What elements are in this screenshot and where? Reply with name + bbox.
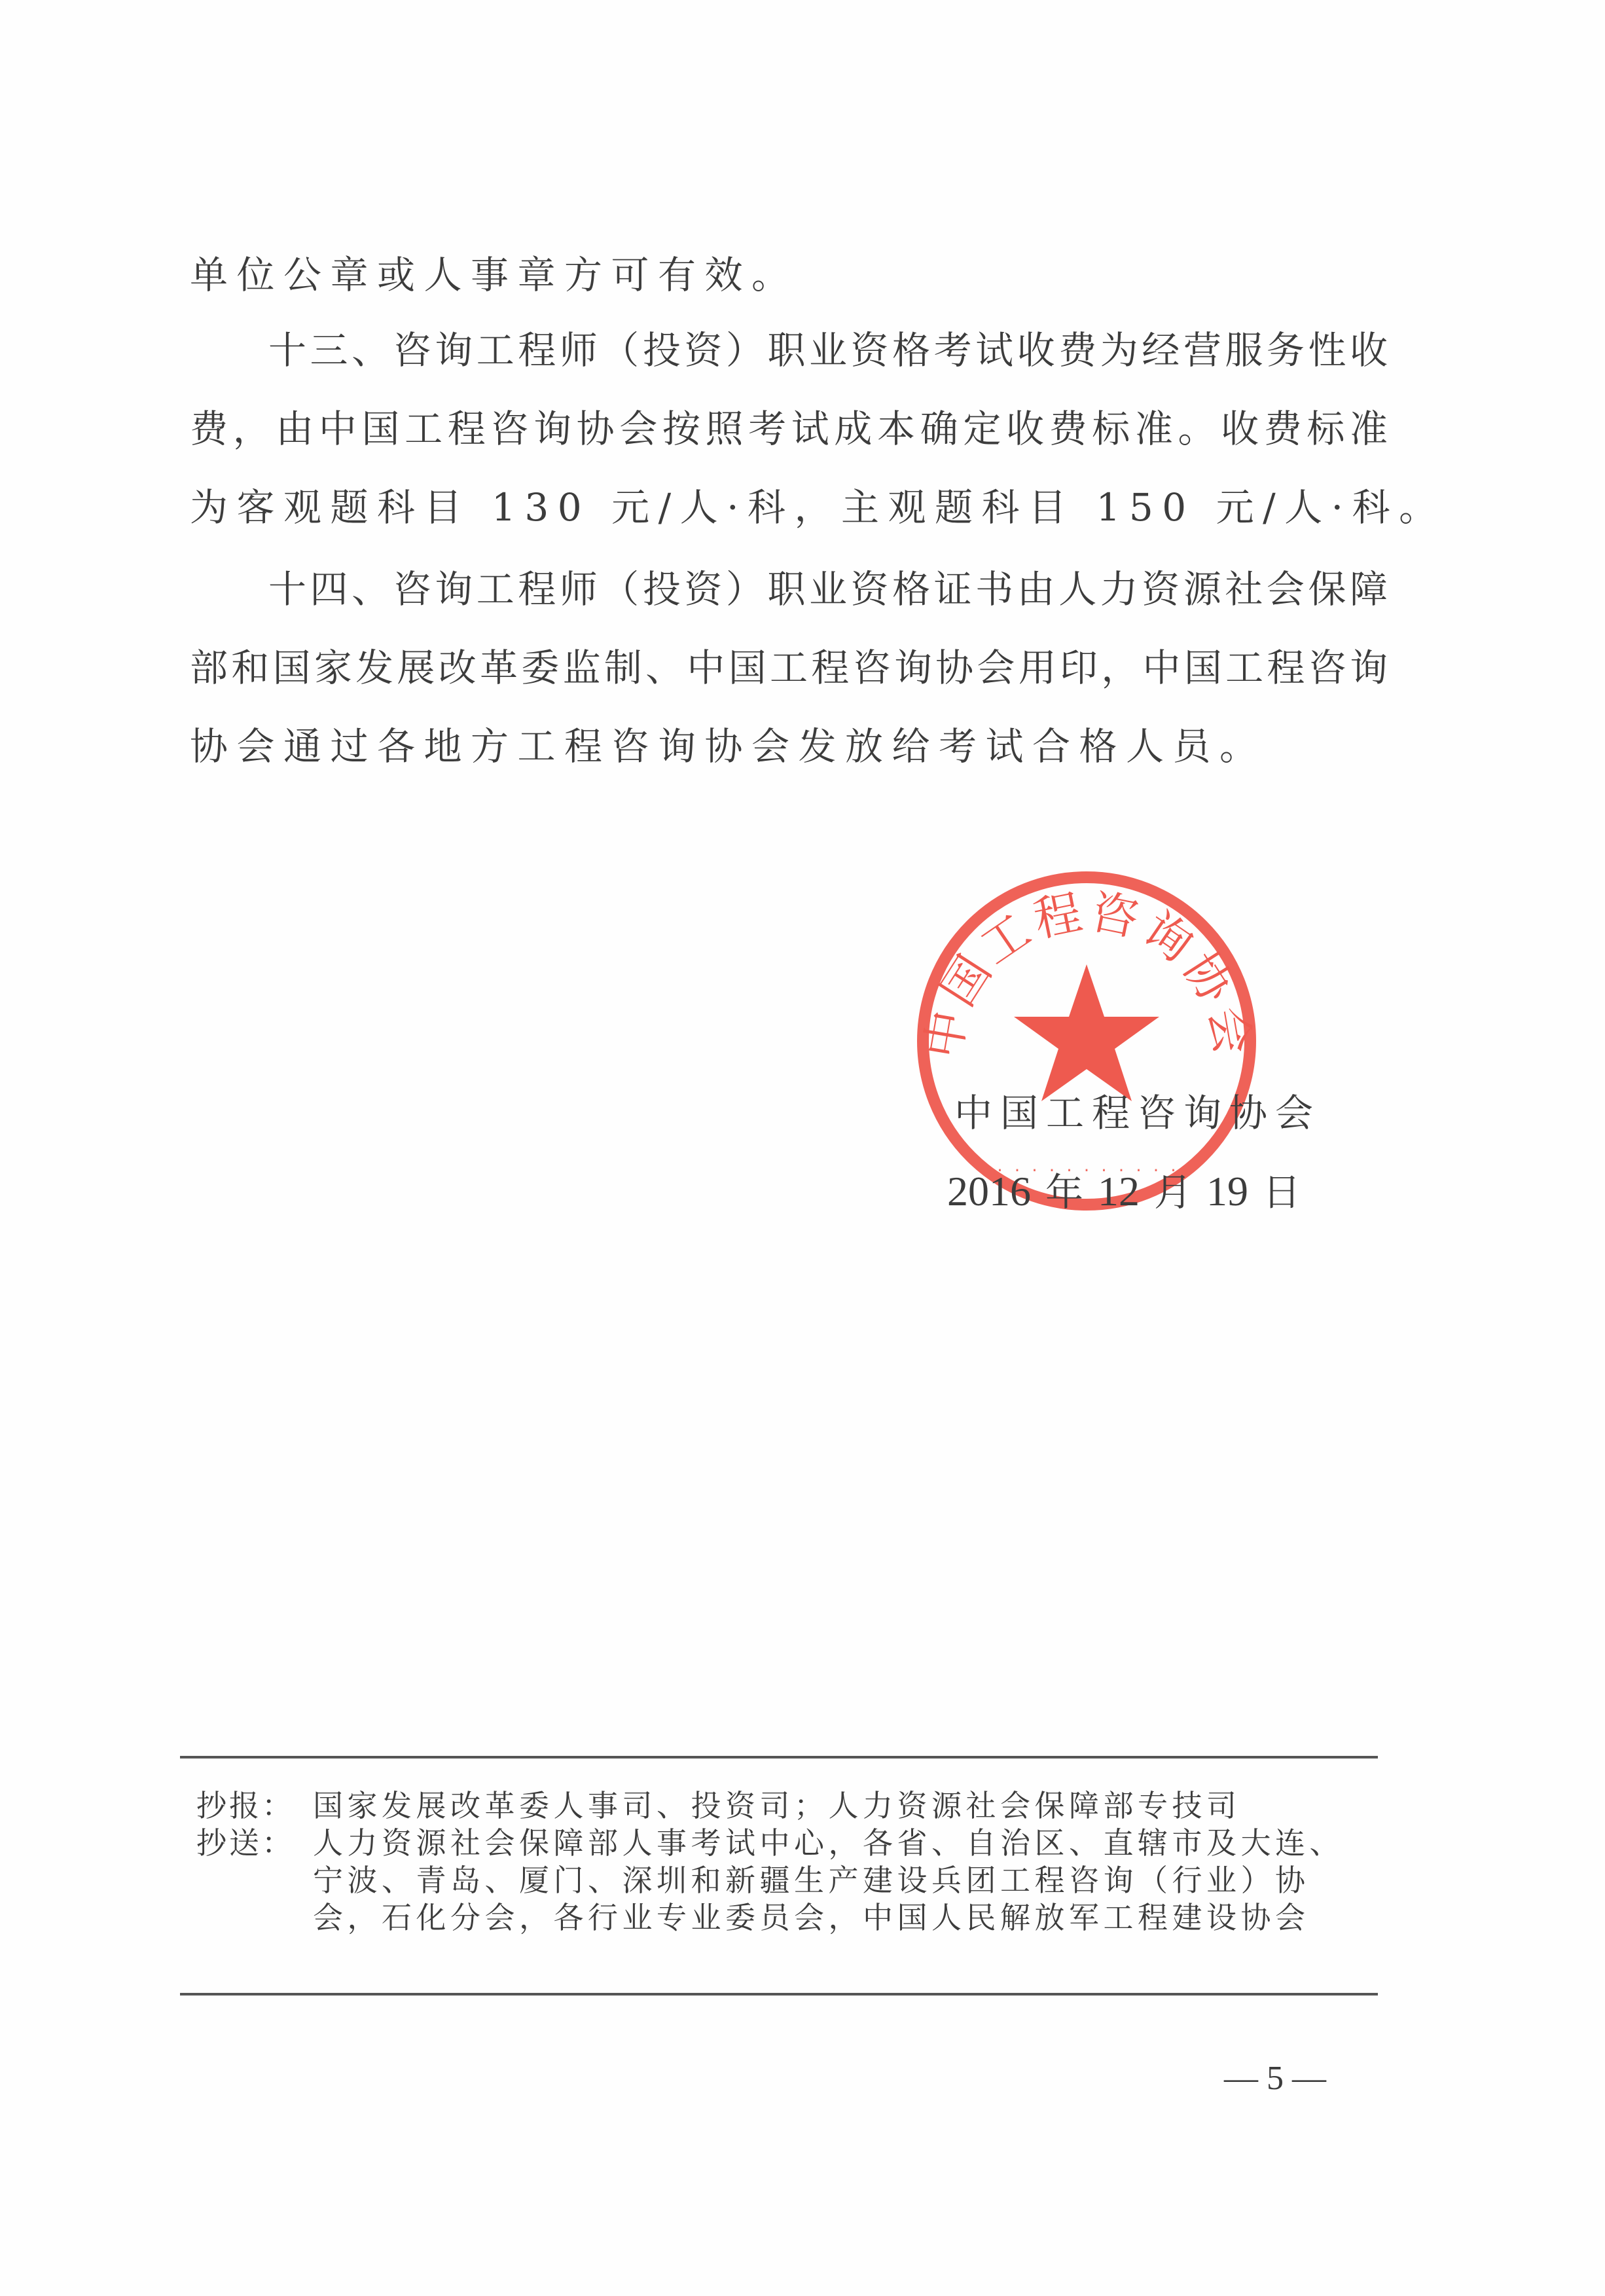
cc-send-recipients-line-3: 会，石化分会，各行业专业委员会，中国人民解放军工程建设协会: [313, 1900, 1310, 1935]
page-number: — 5 —: [1224, 2060, 1326, 2097]
seal-text: 中国工程咨询协会: [914, 883, 1260, 1063]
date-day-label: 日: [1263, 1170, 1301, 1214]
cc-bottom-divider: [180, 1993, 1378, 1995]
date-year-label: 年: [1045, 1170, 1084, 1214]
body-line-1: 单位公章或人事章方可有效。: [190, 253, 799, 297]
body-line-6: 部和国家发展改革委监制、中国工程咨询协会用印，中国工程咨询: [190, 646, 1388, 690]
cc-send-row: [196, 1825, 1388, 1937]
cc-send-recipients-line-2: 宁波、青岛、厦门、深圳和新疆生产建设兵团工程咨询（行业）协: [313, 1863, 1310, 1898]
svg-text:· · · · · · · · · · ·: · · · · · · · · · · ·: [995, 1163, 1178, 1179]
cc-send-label: 抄送：: [196, 1825, 295, 1861]
cc-report-label: 抄报：: [196, 1788, 295, 1823]
cc-distribution-block: [196, 1787, 1388, 1937]
body-line-2-item-13: 十三、咨询工程师（投资）职业资格考试收费为经营服务性收: [268, 328, 1388, 373]
body-line-4-fees: 为客观题科目 130 元/人·科，主观题科目 150 元/人·科。: [190, 485, 1446, 530]
star-icon: [1014, 964, 1159, 1101]
date-month: 12: [1098, 1168, 1140, 1214]
cc-report-recipients: 国家发展改革委人事司、投资司；人力资源社会保障部专技司: [313, 1788, 1241, 1823]
cc-send-recipients-line-1: 人力资源社会保障部人事考试中心，各省、自治区、直辖市及大连、: [313, 1825, 1344, 1861]
body-line-5-item-14: 十四、咨询工程师（投资）职业资格证书由人力资源社会保障: [268, 567, 1388, 611]
date-month-label: 月: [1154, 1170, 1193, 1214]
signing-organization: 中国工程咨询协会: [954, 1091, 1322, 1135]
body-line-7: 协会通过各地方工程咨询协会发放给考试合格人员。: [190, 724, 1267, 769]
cc-top-divider: [180, 1756, 1378, 1758]
official-seal-stamp: [913, 867, 1260, 1214]
cc-report-row: [196, 1787, 1388, 1825]
seal-icon: [913, 867, 1260, 1214]
date-day: 19: [1206, 1168, 1249, 1214]
date-year: 2016: [947, 1168, 1031, 1214]
signing-date: [947, 1165, 1301, 1218]
body-line-3: 费，由中国工程咨询协会按照考试成本确定收费标准。收费标准: [190, 407, 1388, 451]
